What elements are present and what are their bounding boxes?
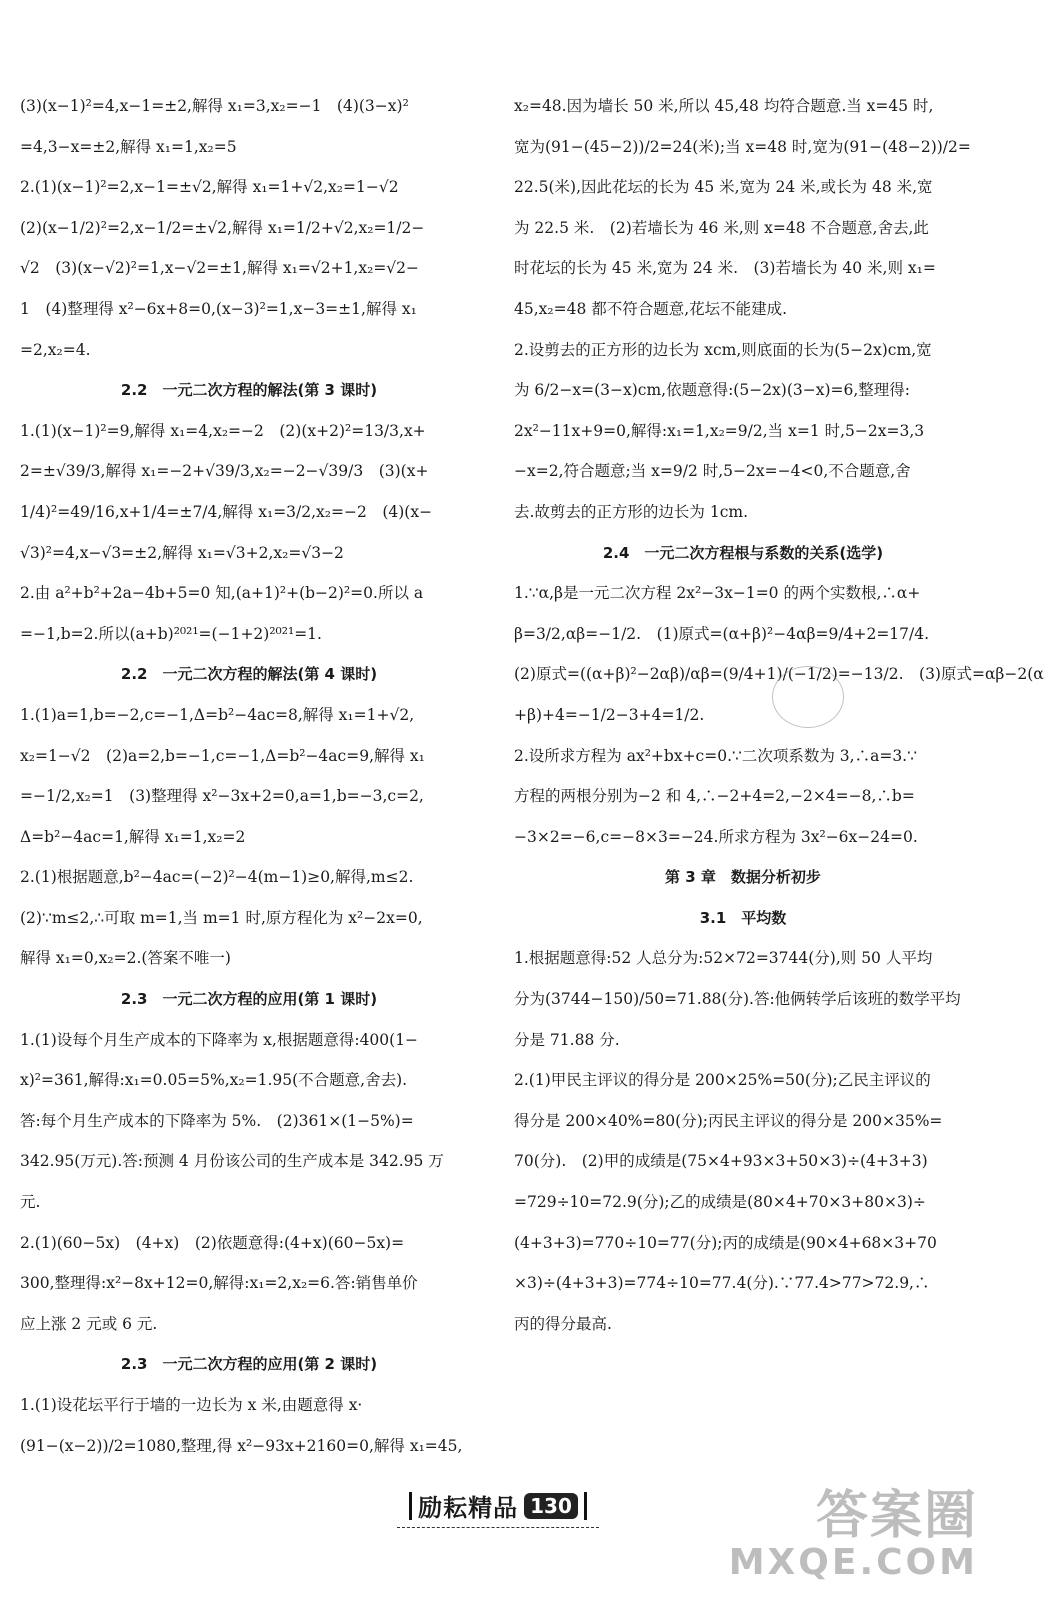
watermark-en: MXQE.COM [728,1542,978,1583]
text-line: =−1,b=2.所以(a+b)²⁰²¹=(−1+2)²⁰²¹=1. [20,624,322,643]
text-line: 2.设所求方程为 ax²+bx+c=0.∵二次项系数为 3,∴a=3.∵ [514,746,917,765]
text-line: x₂=1−√2 (2)a=2,b=−1,c=−1,Δ=b²−4ac=9,解得 x₁ [20,746,425,765]
text-line: √3)²=4,x−√3=±2,解得 x₁=√3+2,x₂=√3−2 [20,543,344,562]
text-line: 方程的两根分别为−2 和 4,∴−2+4=2,−2×4=−8,∴b= [514,787,915,806]
section-heading: 2.2 一元二次方程的解法(第 3 课时) [120,381,378,400]
section-heading: 2.3 一元二次方程的应用(第 2 课时) [120,1355,378,1374]
text-line: 分是 71.88 分. [514,1030,620,1049]
text-line: 1.(1)设每个月生产成本的下降率为 x,根据题意得:400(1− [20,1030,419,1049]
watermark [729,1488,978,1582]
text-line: −3×2=−6,c=−8×3=−24.所求方程为 3x²−6x−24=0. [514,827,918,846]
text-line: 为 22.5 米. (2)若墙长为 46 米,则 x=48 不合题意,舍去,此 [514,218,929,237]
text-line: =729÷10=72.9(分);乙的成绩是(80×4+70×3+80×3)÷ [514,1193,926,1212]
text-line: 2.设剪去的正方形的边长为 xcm,则底面的长为(5−2x)cm,宽 [514,340,932,359]
text-line: x₂=48.因为墙长 50 米,所以 45,48 均符合题意.当 x=45 时, [514,97,934,115]
text-line: 解得 x₁=0,x₂=2.(答案不唯一) [20,949,231,968]
text-line: 70(分). (2)甲的成绩是(75×4+93×3+50×3)÷(4+3+3) [514,1152,928,1171]
text-line: (4+3+3)=770÷10=77(分);丙的成绩是(90×4+68×3+70 [514,1233,937,1252]
text-line: 2.(1)根据题意,b²−4ac=(−2)²−4(m−1)≥0,解得,m≤2. [20,868,414,887]
text-line: 1/4)²=49/16,x+1/4=±7/4,解得 x₁=3/2,x₂=−2 (4)(x− [20,502,433,521]
text-line: 1 (4)整理得 x²−6x+8=0,(x−3)²=1,x−3=±1,解得 x₁ [20,299,417,318]
text-line: 去.故剪去的正方形的边长为 1cm. [514,502,749,521]
left-column [20,86,478,1466]
text-line: 时花坛的长为 45 米,宽为 24 米. (3)若墙长为 40 米,则 x₁= [514,259,936,278]
brand-mark [397,1488,599,1528]
text-line: (2)∵m≤2,∴可取 m=1,当 m=1 时,原方程化为 x²−2x=0, [20,908,423,927]
text-line: (3)(x−1)²=4,x−1=±2,解得 x₁=3,x₂=−1 (4)(3−x)² [20,97,409,115]
section-heading: 2.2 一元二次方程的解法(第 4 课时) [120,665,378,684]
section-heading: 2.4 一元二次方程根与系数的关系(选学) [602,543,884,562]
text-line: β=3/2,αβ=−1/2. (1)原式=(α+β)²−4αβ=9/4+2=17/4. [514,624,930,643]
text-line: 1.(1)设花坛平行于墙的一边长为 x 米,由题意得 x· [20,1396,363,1414]
stamp-seal-icon [772,666,844,728]
text-line: −x=2,符合题意;当 x=9/2 时,5−2x=−4<0,不合题意,舍 [514,462,911,481]
text-line: 22.5(米),因此花坛的长为 45 米,宽为 24 米,或长为 48 米,宽 [514,178,933,197]
text-line: 2=±√39/3,解得 x₁=−2+√39/3,x₂=−2−√39/3 (3)(x+ [20,462,429,481]
right-column [514,86,1044,1344]
text-line: +β)+4=−1/2−3+4=1/2. [514,705,705,724]
text-line: 342.95(万元).答:预测 4 月份该公司的生产成本是 342.95 万 [20,1152,444,1171]
text-line: 1.(1)(x−1)²=9,解得 x₁=4,x₂=−2 (2)(x+2)²=13/3,x+ [20,421,426,440]
text-line: ×3)÷(4+3+3)=774÷10=77.4(分).∵77.4>77>72.9,∴ [514,1274,930,1293]
text-line: 应上涨 2 元或 6 元. [20,1314,158,1333]
text-line: 答:每个月生产成本的下降率为 5%. (2)361×(1−5%)= [20,1111,414,1130]
section-heading: 3.1 平均数 [699,908,787,927]
text-line: =2,x₂=4. [20,340,91,359]
text-line: 1.∵α,β是一元二次方程 2x²−3x−1=0 的两个实数根,∴α+ [514,584,921,603]
text-line: Δ=b²−4ac=1,解得 x₁=1,x₂=2 [20,827,246,846]
brand-name: 励耘精品 [418,1494,519,1522]
text-line: 分为(3744−150)/50=71.88(分).答:他俩转学后该班的数学平均 [514,990,961,1009]
text-line: x)²=361,解得:x₁=0.05=5%,x₂=1.95(不合题意,舍去). [20,1071,408,1090]
divider [409,1492,412,1520]
text-line: 1.(1)a=1,b=−2,c=−1,Δ=b²−4ac=8,解得 x₁=1+√2, [20,705,415,724]
text-line: 300,整理得:x²−8x+12=0,解得:x₁=2,x₂=6.答:销售单价 [20,1274,418,1293]
watermark-cn: 答案圈 [815,1486,978,1546]
text-line: 2.(1)(60−5x) (4+x) (2)依题意得:(4+x)(60−5x)= [20,1233,405,1252]
text-line: 宽为(91−(45−2))/2=24(米);当 x=48 时,宽为(91−(48−2))/2= [514,137,971,156]
chapter-heading: 第 3 章 数据分析初步 [665,868,821,887]
text-line: 2x²−11x+9=0,解得:x₁=1,x₂=9/2,当 x=1 时,5−2x=3,3 [514,421,925,440]
text-line: 2.(1)(x−1)²=2,x−1=±√2,解得 x₁=1+√2,x₂=1−√2 [20,178,399,197]
text-line: 得分是 200×40%=80(分);丙民主评议的得分是 200×35%= [514,1111,943,1130]
divider [584,1492,587,1520]
text-line: 2.由 a²+b²+2a−4b+5=0 知,(a+1)²+(b−2)²=0.所以 a [20,584,424,603]
text-line: 2.(1)甲民主评议的得分是 200×25%=50(分);乙民主评议的 [514,1071,931,1090]
text-line: =4,3−x=±2,解得 x₁=1,x₂=5 [20,137,237,156]
text-line: =−1/2,x₂=1 (3)整理得 x²−3x+2=0,a=1,b=−3,c=2, [20,787,424,806]
text-line: 45,x₂=48 都不符合题意,花坛不能建成. [514,299,788,318]
text-line: 丙的得分最高. [514,1314,612,1333]
text-line: 元. [20,1193,41,1212]
section-heading: 2.3 一元二次方程的应用(第 1 课时) [120,990,378,1009]
text-line: √2 (3)(x−√2)²=1,x−√2=±1,解得 x₁=√2+1,x₂=√2− [20,259,420,278]
text-line: 1.根据题意得:52 人总分为:52×72=3744(分),则 50 人平均 [514,949,933,968]
page-number: 130 [524,1493,578,1519]
text-line: (2)原式=((α+β)²−2αβ)/αβ=(9/4+1)/(−1/2)=−13/2. (3)原式=αβ−2(α [514,665,1044,684]
text-line: 为 6/2−x=(3−x)cm,依题意得:(5−2x)(3−x)=6,整理得: [514,381,911,400]
text-line: (91−(x−2))/2=1080,整理,得 x²−93x+2160=0,解得 x₁=45, [20,1436,463,1455]
text-line: (2)(x−1/2)²=2,x−1/2=±√2,解得 x₁=1/2+√2,x₂=1/2− [20,218,425,237]
